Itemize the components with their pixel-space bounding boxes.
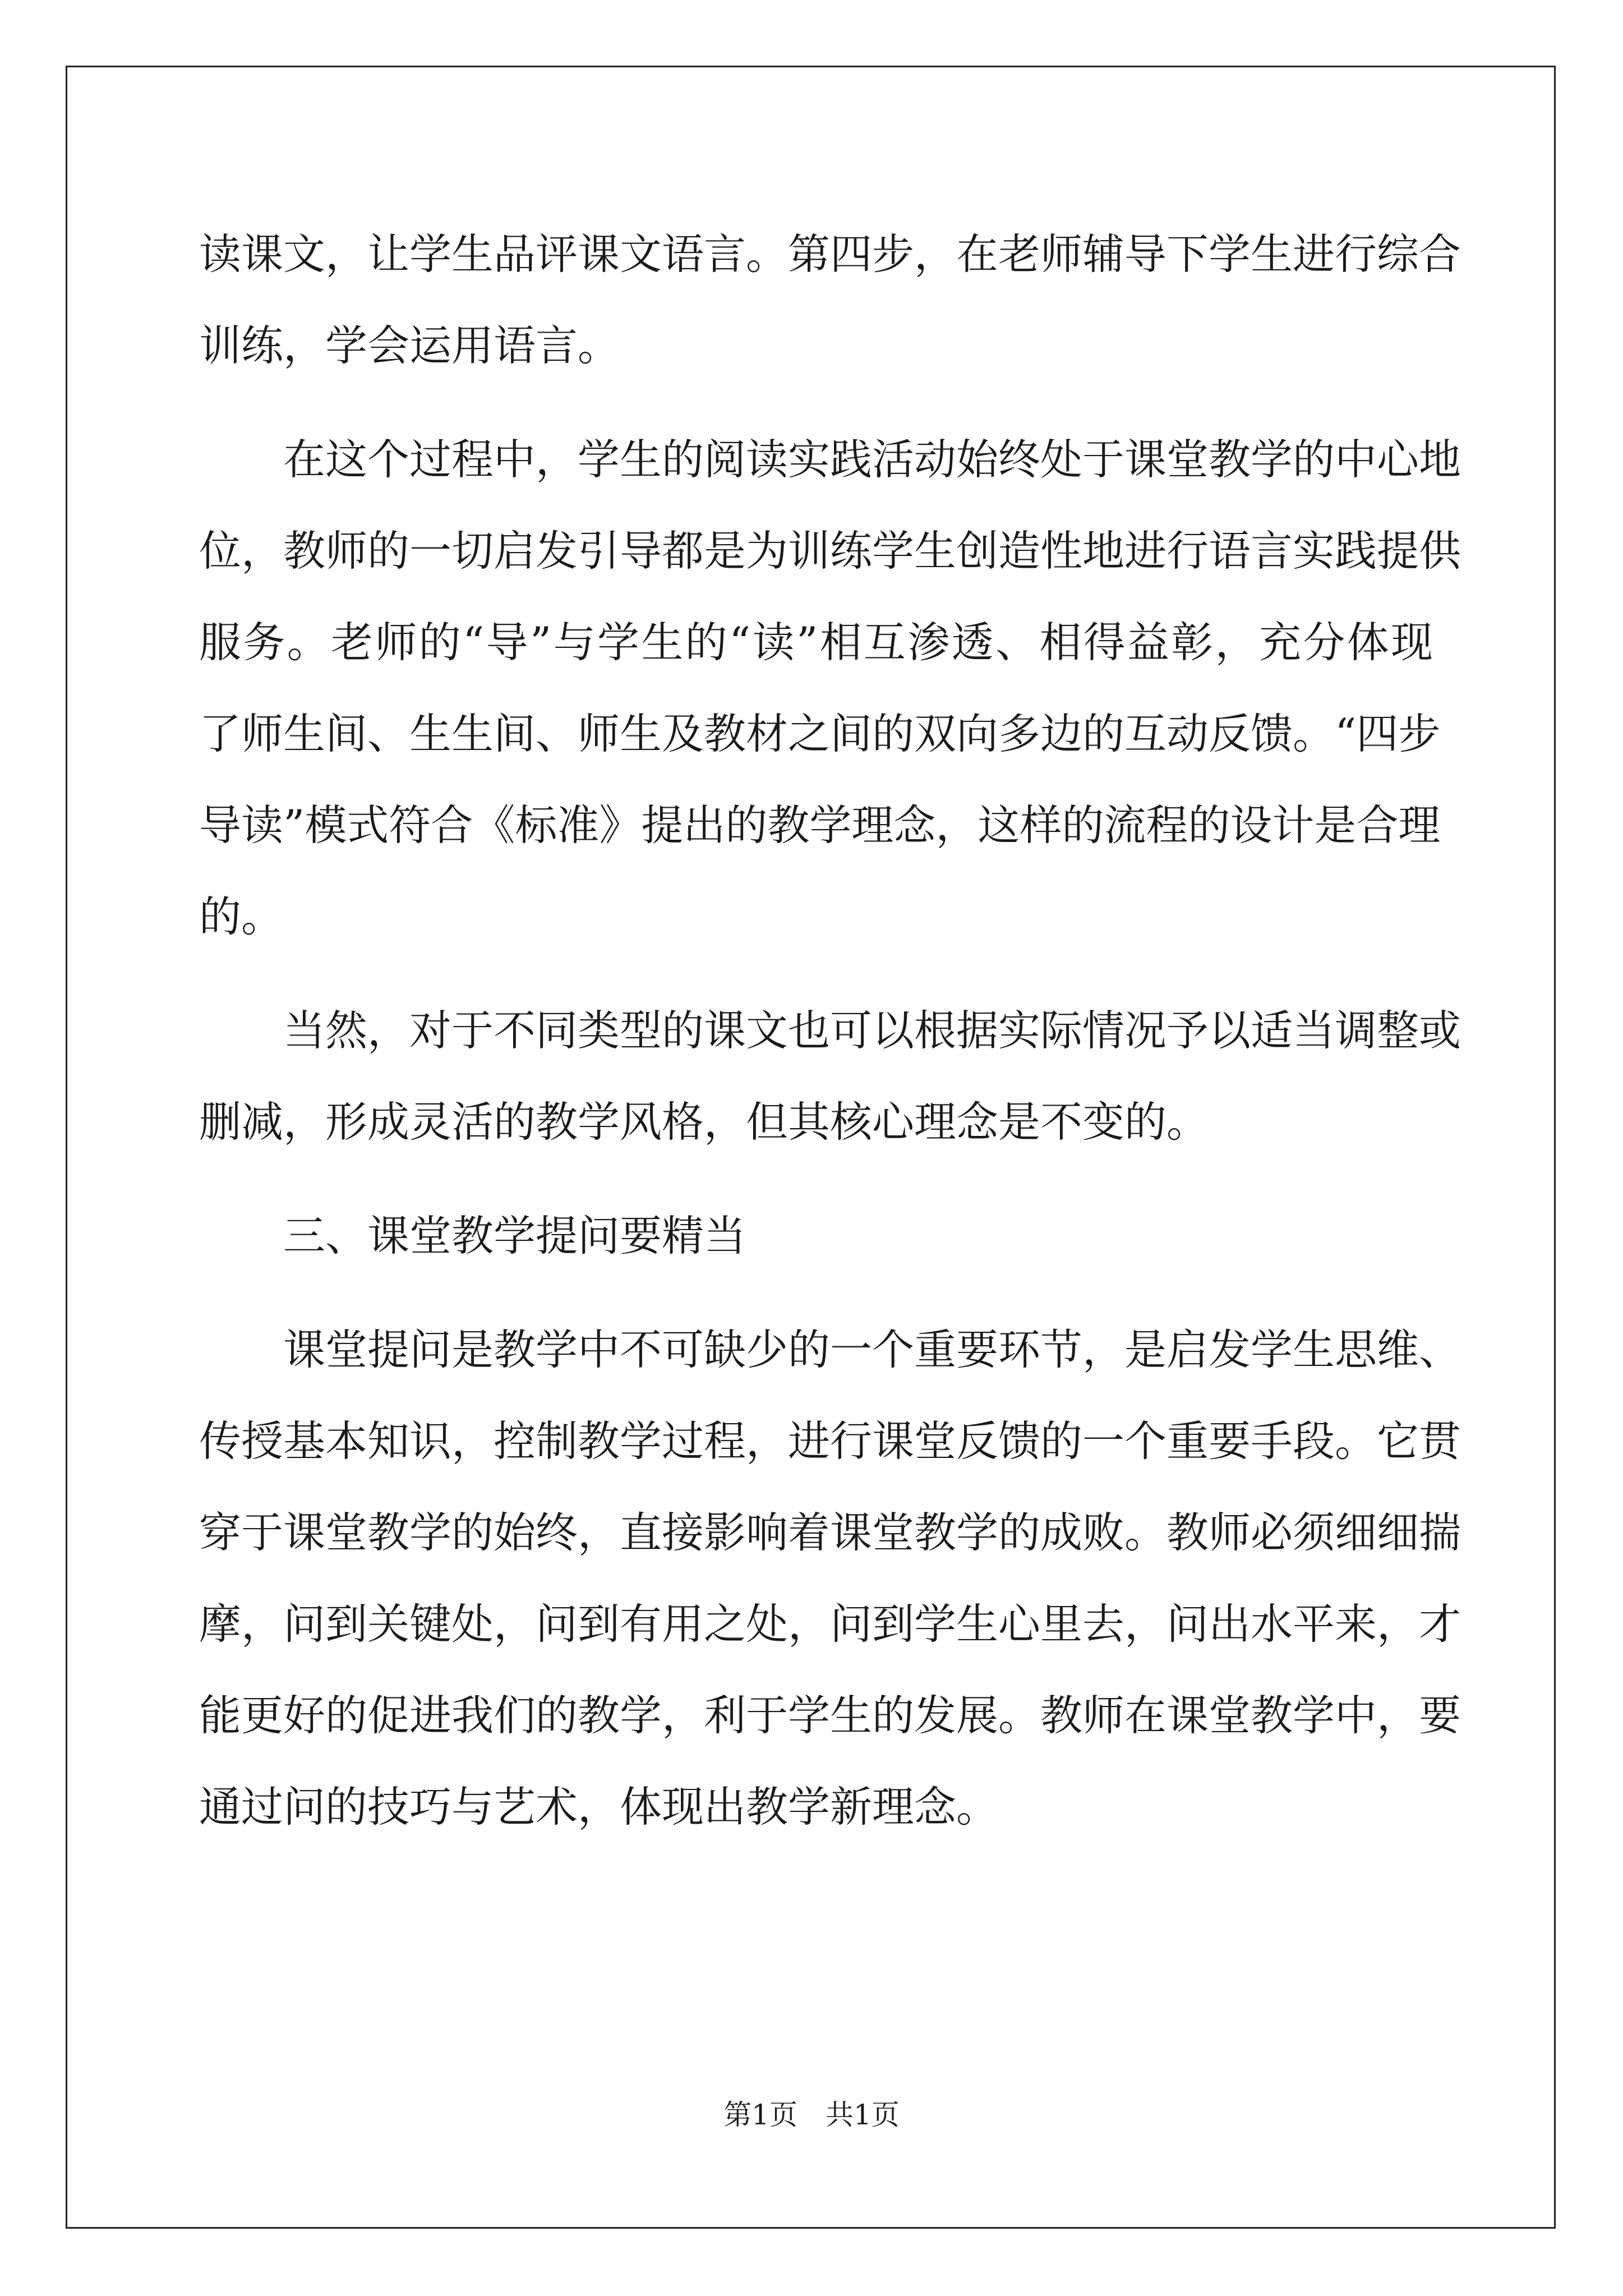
paragraph-line: 通过问的技巧与艺术，体现出教学新理念。: [199, 1782, 999, 1832]
paragraph-line: 当然，对于不同类型的课文也可以根据实际情况予以适当调整或: [283, 1006, 1461, 1055]
page-number: 第1页: [723, 2099, 797, 2131]
paragraph-line: 服务。老师的“导”与学生的“读”相互渗透、相得益彰，充分体现: [199, 618, 1433, 667]
paragraph-line: 课堂提问是教学中不可缺少的一个重要环节，是启发学生思维、: [283, 1325, 1461, 1374]
paragraph-line: 了师生间、生生间、师生及教材之间的双向多边的互动反馈。“四步: [199, 709, 1441, 758]
paragraph-line: 能更好的促进我们的教学，利于学生的发展。教师在课堂教学中，要: [199, 1691, 1461, 1740]
paragraph-line: 训练，学会运用语言。: [199, 321, 620, 370]
paragraph-line: 在这个过程中，学生的阅读实践活动始终处于课堂教学的中心地: [283, 435, 1461, 484]
paragraph-line: 传授基本知识，控制教学过程，进行课堂反馈的一个重要手段。它贯: [199, 1416, 1461, 1466]
paragraph-line: 删减，形成灵活的教学风格，但其核心理念是不变的。: [199, 1097, 1209, 1147]
page-footer: [0, 2092, 1623, 2133]
section-heading: 三、课堂教学提问要精当: [283, 1211, 746, 1260]
document-body: [199, 209, 1461, 1853]
paragraph-line: 导读”模式符合《标准》提出的教学理念，这样的流程的设计是合理: [199, 800, 1441, 850]
paragraph-line: 穿于课堂教学的始终，直接影响着课堂教学的成败。教师必须细细揣: [199, 1508, 1461, 1557]
paragraph-line: 的。: [199, 892, 284, 941]
paragraph-line: 位，教师的一切启发引导都是为训练学生创造性地进行语言实践提供: [199, 526, 1461, 576]
page-total: 共1页: [826, 2099, 900, 2131]
paragraph-line: 读课文，让学生品评课文语言。第四步，在老师辅导下学生进行综合: [199, 229, 1461, 279]
paragraph-line: 摩，问到关键处，问到有用之处，问到学生心里去，问出水平来，才: [199, 1599, 1461, 1649]
